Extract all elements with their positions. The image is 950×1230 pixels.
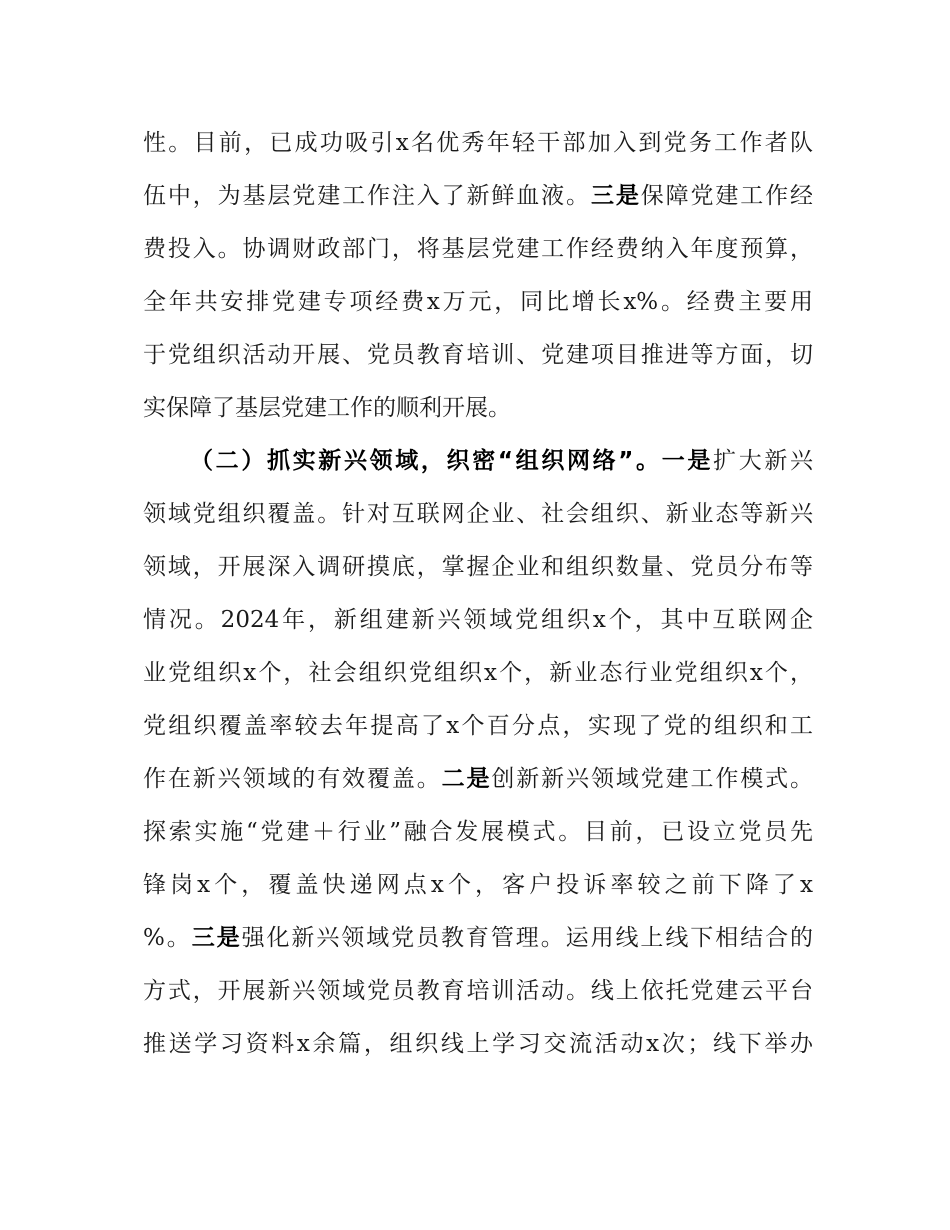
- text-line: 实保障了基层党建工作的顺利开展。: [143, 395, 511, 421]
- text-line: 情况。2024年，新组建新兴领域党组织x个，其中互联网企: [143, 607, 813, 633]
- text-line: 锋岗x个，覆盖快递网点x个，客户投诉率较之前下降了x: [143, 872, 813, 898]
- text-line: 领域，开展深入调研摸底，掌握企业和组织数量、党员分布等: [143, 554, 813, 580]
- text-line: 作在新兴领域的有效覆盖。二是创新新兴领域党建工作模式。: [143, 766, 813, 792]
- text-line: 费投入。协调财政部门，将基层党建工作经费纳入年度预算，: [143, 236, 813, 262]
- text-line: 党组织覆盖率较去年提高了x个百分点，实现了党的组织和工: [143, 713, 813, 739]
- text-line: 性。目前，已成功吸引x名优秀年轻干部加入到党务工作者队: [143, 130, 813, 156]
- text-line: 方式，开展新兴领域党员教育培训活动。线上依托党建云平台: [143, 978, 813, 1004]
- text-line: 全年共安排党建专项经费x万元，同比增长x%。经费主要用: [143, 289, 813, 315]
- text-line: 伍中，为基层党建工作注入了新鲜血液。三是保障党建工作经: [143, 183, 813, 209]
- section-heading-line: （二）抓实新兴领域，织密“组织网络”。一是扩大新兴: [190, 448, 813, 474]
- text-line: 于党组织活动开展、党员教育培训、党建项目推进等方面，切: [143, 342, 813, 368]
- text-line: 探索实施“党建＋行业”融合发展模式。目前，已设立党员先: [143, 819, 813, 845]
- section-heading: （二）抓实新兴领域，织密“组织网络”。: [190, 448, 662, 474]
- text-line: 业党组织x个，社会组织党组织x个，新业态行业党组织x个，: [143, 660, 813, 686]
- text-line: 领域党组织覆盖。针对互联网企业、社会组织、新业态等新兴: [143, 501, 813, 527]
- text-line: 推送学习资料x余篇，组织线上学习交流活动x次；线下举办: [143, 1031, 813, 1057]
- text-line: %。三是强化新兴领域党员教育管理。运用线上线下相结合的: [143, 925, 813, 951]
